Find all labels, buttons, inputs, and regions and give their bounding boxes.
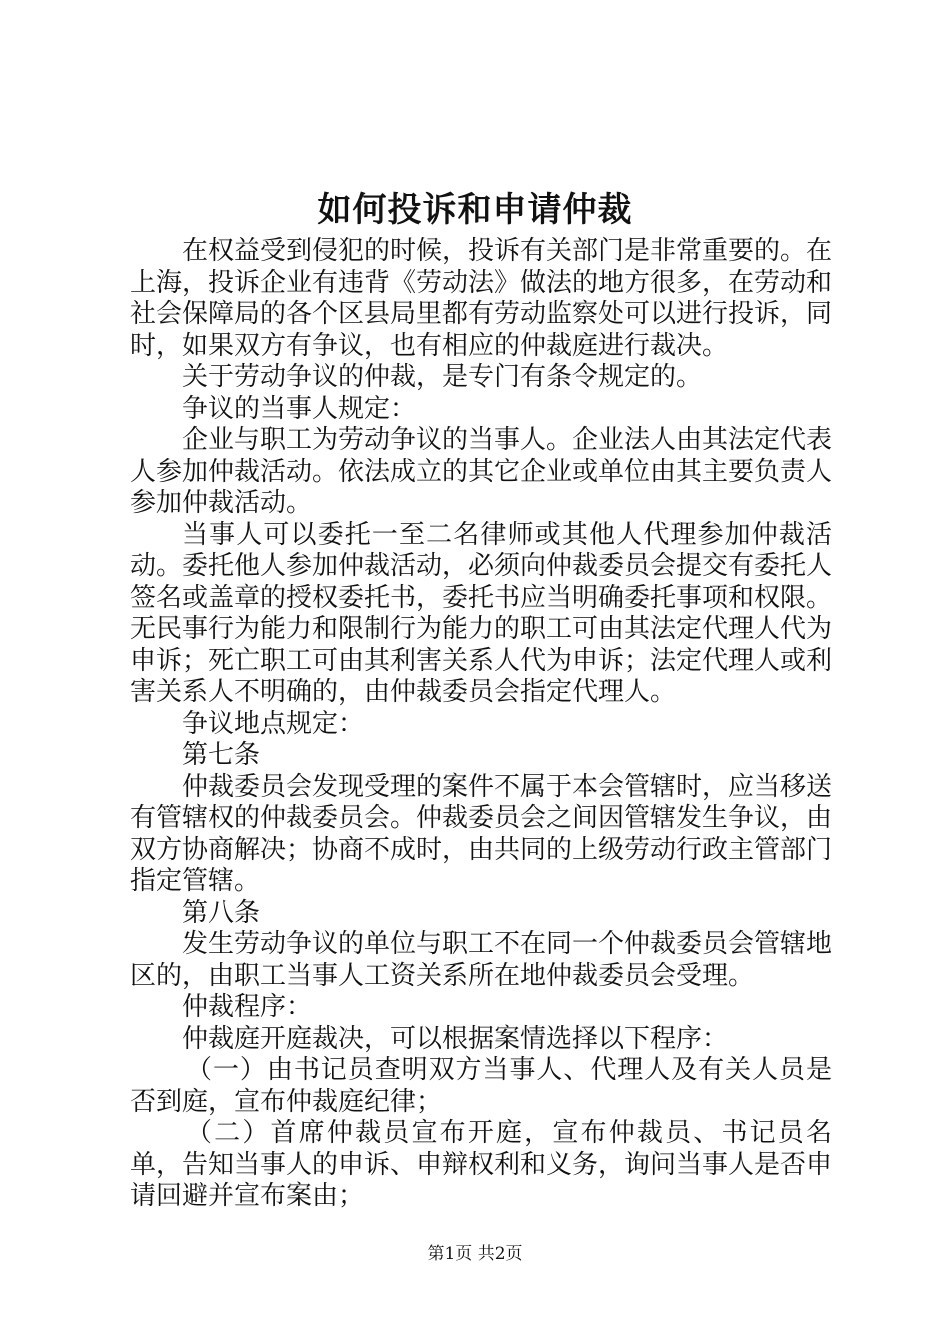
article-seven-label: 第七条 — [182, 740, 261, 770]
article-eight-text: 发生劳动争议的单位与职工不在同一个仲裁委员会管辖地区的，由职工当事人工资关系所在地仲裁委员会受理。 — [130, 929, 833, 991]
procedure-step-two: （二）首席仲裁员宣布开庭，宣布仲裁员、书记员名单，告知当事人的申诉、申辩权利和义务，询问当事人是否申请回避并宣布案由； — [130, 1118, 833, 1211]
paragraph-procedure-intro: 仲裁庭开庭裁决，可以根据案情选择以下程序： — [182, 1023, 729, 1054]
article-eight-label: 第八条 — [182, 897, 261, 928]
page-title: 如何投诉和申请仲裁 — [317, 190, 633, 230]
page-number: 第1页 共2页 — [427, 1244, 523, 1264]
document-body — [130, 236, 832, 1213]
article-seven-text: 仲裁委员会发现受理的案件不属于本会管辖时，应当移送有管辖权的仲裁委员会。仲裁委员会之间因管辖发生争议，由双方协商解决；协商不成时，由共同的上级劳动行政主管部门指定管辖。 — [130, 771, 833, 896]
paragraph-agents: 当事人可以委托一至二名律师或其他人代理参加仲裁活动。委托他人参加仲裁活动，必须向仲裁委员会提交有委托人签名或盖章的授权委托书，委托书应当明确委托事项和权限。无民事行为能力和限制行为能力的职工可由其法定代理人代为申诉；死亡职工可由其利害关系人代为申诉；法定代理人或利害关系人不明确的，由仲裁委员会指定代理人。 — [130, 519, 833, 707]
heading-parties: 争议的当事人规定： — [182, 393, 417, 424]
paragraph-arbitration-rules: 关于劳动争议的仲裁，是专门有条令规定的。 — [182, 362, 703, 392]
heading-location: 争议地点规定： — [182, 708, 365, 739]
paragraph-intro: 在权益受到侵犯的时候，投诉有关部门是非常重要的。在上海，投诉企业有违背《劳动法》做法的地方很多，在劳动和社会保障局的各个区县局里都有劳动监察处可以进行投诉，同时，如果双方有争议，也有相应的仲裁庭进行裁决。 — [130, 236, 833, 361]
heading-procedure: 仲裁程序： — [182, 992, 313, 1022]
procedure-step-one: （一）由书记员查明双方当事人、代理人及有关人员是否到庭，宣布仲裁庭纪律； — [130, 1055, 832, 1117]
paragraph-parties: 企业与职工为劳动争议的当事人。企业法人由其法定代表人参加仲裁活动。依法成立的其它企业或单位由其主要负责人参加仲裁活动。 — [130, 425, 833, 518]
